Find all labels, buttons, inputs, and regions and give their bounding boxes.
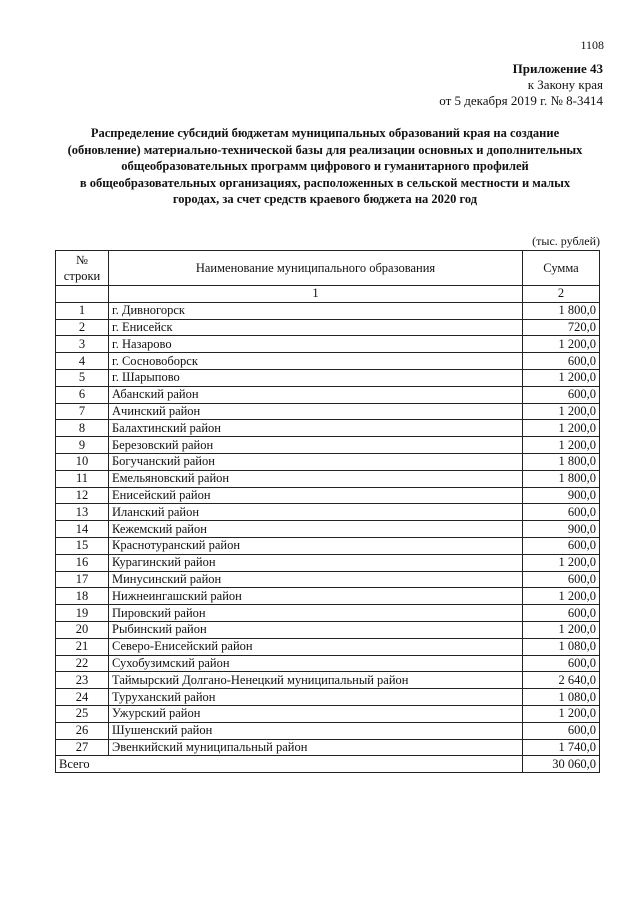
- table-row: [56, 521, 600, 538]
- row-name: Туруханский район: [109, 689, 523, 706]
- row-number: 23: [56, 672, 109, 689]
- row-sum: 1 200,0: [523, 369, 600, 386]
- row-name: Ужурский район: [109, 705, 523, 722]
- row-name: Иланский район: [109, 504, 523, 521]
- row-number: 20: [56, 621, 109, 638]
- row-sum: 1 200,0: [523, 621, 600, 638]
- row-sum: 1 800,0: [523, 453, 600, 470]
- row-name: Эвенкийский муниципальный район: [109, 739, 523, 756]
- total-label: Всего: [56, 756, 523, 773]
- row-name: Краснотуранский район: [109, 537, 523, 554]
- row-sum: 1 200,0: [523, 403, 600, 420]
- row-number: 10: [56, 453, 109, 470]
- row-name: Енисейский район: [109, 487, 523, 504]
- row-number: 8: [56, 420, 109, 437]
- row-number: 9: [56, 437, 109, 454]
- row-sum: 900,0: [523, 487, 600, 504]
- row-name: Сухобузимский район: [109, 655, 523, 672]
- row-name: Кежемский район: [109, 521, 523, 538]
- row-name: Абанский район: [109, 386, 523, 403]
- row-name: Шушенский район: [109, 722, 523, 739]
- row-sum: 1 200,0: [523, 705, 600, 722]
- table-row: [56, 722, 600, 739]
- row-number: 26: [56, 722, 109, 739]
- row-number: 2: [56, 319, 109, 336]
- table-row: [56, 353, 600, 370]
- total-sum: 30 060,0: [523, 756, 600, 773]
- row-number: 3: [56, 336, 109, 353]
- row-number: 12: [56, 487, 109, 504]
- appendix-date: от 5 декабря 2019 г. № 8-3414: [439, 93, 603, 108]
- row-name: Нижнеингашский район: [109, 588, 523, 605]
- col-number-name: 1: [109, 286, 523, 303]
- table-row: [56, 470, 600, 487]
- row-sum: 600,0: [523, 504, 600, 521]
- row-sum: 600,0: [523, 655, 600, 672]
- table-row: [56, 403, 600, 420]
- row-number: 14: [56, 521, 109, 538]
- table-row: [56, 605, 600, 622]
- table-row: [56, 554, 600, 571]
- subsidy-table: [55, 250, 600, 773]
- row-name: Минусинский район: [109, 571, 523, 588]
- table-header-row: [56, 251, 600, 286]
- row-number: 11: [56, 470, 109, 487]
- row-number: 6: [56, 386, 109, 403]
- row-name: Северо-Енисейский район: [109, 638, 523, 655]
- row-sum: 2 640,0: [523, 672, 600, 689]
- row-name: Пировский район: [109, 605, 523, 622]
- row-number: 15: [56, 537, 109, 554]
- row-sum: 720,0: [523, 319, 600, 336]
- row-number: 17: [56, 571, 109, 588]
- column-number-row: [56, 286, 600, 303]
- row-name: г. Шарыпово: [109, 369, 523, 386]
- row-number: 19: [56, 605, 109, 622]
- row-name: Ачинский район: [109, 403, 523, 420]
- row-sum: 1 200,0: [523, 588, 600, 605]
- appendix-law-ref: к Закону края: [527, 77, 603, 92]
- table-row: [56, 336, 600, 353]
- row-sum: 900,0: [523, 521, 600, 538]
- row-number: 18: [56, 588, 109, 605]
- row-number: 21: [56, 638, 109, 655]
- table-row: [56, 571, 600, 588]
- title-line: (обновление) материально-технической базы для реализации основных и дополнительных: [67, 142, 583, 157]
- title-line: городах, за счет средств краевого бюджета на 2020 год: [172, 192, 478, 206]
- row-name: г. Сосновоборск: [109, 353, 523, 370]
- table-row: [56, 453, 600, 470]
- title-line: общеобразовательных программ цифрового и гуманитарного профилей: [121, 159, 529, 173]
- row-sum: 1 740,0: [523, 739, 600, 756]
- row-sum: 1 080,0: [523, 689, 600, 706]
- table-row: [56, 705, 600, 722]
- row-sum: 1 800,0: [523, 302, 600, 319]
- header-num: № строки: [56, 251, 109, 286]
- row-sum: 600,0: [523, 537, 600, 554]
- document-title: [50, 125, 600, 208]
- row-sum: 1 200,0: [523, 420, 600, 437]
- row-number: 4: [56, 353, 109, 370]
- row-name: г. Назарово: [109, 336, 523, 353]
- row-number: 22: [56, 655, 109, 672]
- col-number-sum: 2: [523, 286, 600, 303]
- header-name: Наименование муниципального образования: [109, 251, 523, 286]
- row-name: Балахтинский район: [109, 420, 523, 437]
- table-row: [56, 420, 600, 437]
- row-sum: 600,0: [523, 386, 600, 403]
- table-row: [56, 504, 600, 521]
- row-sum: 1 800,0: [523, 470, 600, 487]
- row-number: 27: [56, 739, 109, 756]
- table-row: [56, 655, 600, 672]
- row-number: 13: [56, 504, 109, 521]
- title-line: в общеобразовательных организациях, расположенных в сельской местности и малых: [79, 175, 571, 190]
- table-row: [56, 437, 600, 454]
- row-name: Таймырский Долгано-Ненецкий муниципальный район: [109, 672, 523, 689]
- table-row: [56, 386, 600, 403]
- table-row: [56, 588, 600, 605]
- row-sum: 1 200,0: [523, 437, 600, 454]
- row-name: Богучанский район: [109, 453, 523, 470]
- table-row: [56, 537, 600, 554]
- appendix-title: Приложение 43: [512, 61, 603, 76]
- table-row: [56, 672, 600, 689]
- table-row: [56, 739, 600, 756]
- row-name: Курагинский район: [109, 554, 523, 571]
- row-sum: 1 200,0: [523, 554, 600, 571]
- page-number: 1108: [580, 38, 604, 52]
- row-name: г. Дивногорск: [109, 302, 523, 319]
- title-line: Распределение субсидий бюджетам муниципальных образований края на создание: [90, 126, 560, 140]
- col-number-empty: [56, 286, 109, 303]
- table-row: [56, 319, 600, 336]
- table-row: [56, 487, 600, 504]
- row-number: 5: [56, 369, 109, 386]
- row-sum: 1 080,0: [523, 638, 600, 655]
- row-name: г. Енисейск: [109, 319, 523, 336]
- row-number: 24: [56, 689, 109, 706]
- table-row: [56, 638, 600, 655]
- row-sum: 1 200,0: [523, 336, 600, 353]
- row-name: Емельяновский район: [109, 470, 523, 487]
- row-sum: 600,0: [523, 353, 600, 370]
- header-sum: Сумма: [523, 251, 600, 286]
- row-name: Рыбинский район: [109, 621, 523, 638]
- total-row: [56, 756, 600, 773]
- table-row: [56, 689, 600, 706]
- row-sum: 600,0: [523, 605, 600, 622]
- row-number: 7: [56, 403, 109, 420]
- row-sum: 600,0: [523, 722, 600, 739]
- row-sum: 600,0: [523, 571, 600, 588]
- table-row: [56, 369, 600, 386]
- table-row: [56, 302, 600, 319]
- row-number: 25: [56, 705, 109, 722]
- table-row: [56, 621, 600, 638]
- row-number: 1: [56, 302, 109, 319]
- row-number: 16: [56, 554, 109, 571]
- row-name: Березовский район: [109, 437, 523, 454]
- units-label: (тыс. рублей): [532, 234, 600, 248]
